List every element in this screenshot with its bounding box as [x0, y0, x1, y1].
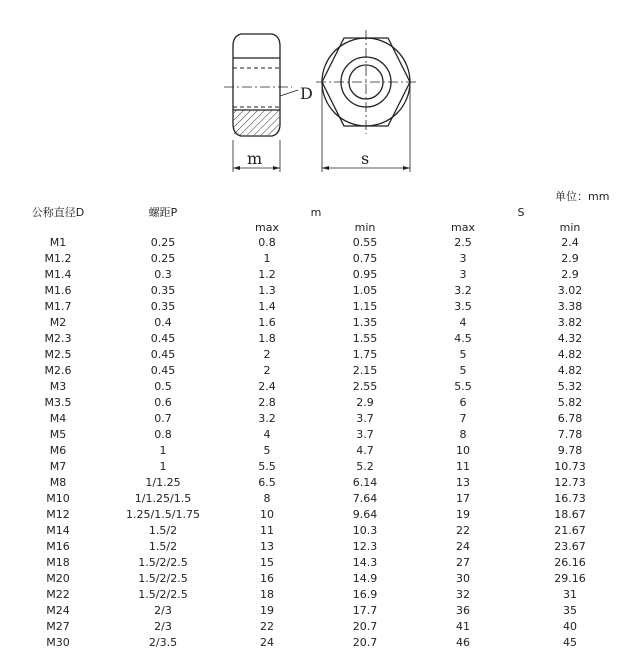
m-min-cell: 20.7 — [352, 620, 378, 633]
m-max-cell: 6.5 — [258, 476, 276, 489]
s-max-cell: 3.2 — [454, 284, 472, 297]
m-max-cell: 8 — [263, 492, 271, 505]
pitch-cell: 2/3 — [154, 620, 172, 633]
m-max-cell: 19 — [260, 604, 274, 617]
m-header: m — [310, 206, 322, 219]
m-min-cell: 2.9 — [356, 396, 374, 409]
s-max-cell: 24 — [456, 540, 470, 553]
s-min-cell: 21.67 — [554, 524, 586, 537]
m-min-cell: 17.7 — [352, 604, 378, 617]
pitch-cell: 1.25/1.5/1.75 — [126, 508, 200, 521]
s-min-header: min — [559, 221, 581, 234]
table-row — [8, 491, 628, 507]
s-min-cell: 16.73 — [554, 492, 586, 505]
table-row — [8, 331, 628, 347]
s-min-cell: 5.32 — [557, 380, 583, 393]
label-s: s — [361, 149, 370, 168]
pitch-cell: 0.6 — [154, 396, 172, 409]
nominal-cell: M16 — [46, 540, 70, 553]
m-min-cell: 5.2 — [356, 460, 374, 473]
m-max-cell: 5.5 — [258, 460, 276, 473]
s-min-cell: 3.38 — [557, 300, 583, 313]
nominal-cell: M2.3 — [44, 332, 72, 345]
nominal-cell: M20 — [46, 572, 70, 585]
pitch-cell: 1 — [159, 460, 167, 473]
m-max-cell: 10 — [260, 508, 274, 521]
s-max-cell: 3.5 — [454, 300, 472, 313]
table-row — [8, 459, 628, 475]
m-max-cell: 2 — [263, 348, 271, 361]
nominal-diameter-header: 公称直径D — [31, 206, 85, 219]
table-row — [8, 235, 628, 251]
table-row — [8, 619, 628, 635]
nominal-cell: M2.5 — [44, 348, 72, 361]
pitch-cell: 0.3 — [154, 268, 172, 281]
s-max-cell: 10 — [456, 444, 470, 457]
pitch-cell: 0.25 — [150, 236, 176, 249]
nominal-cell: M30 — [46, 636, 70, 649]
s-max-cell: 19 — [456, 508, 470, 521]
nominal-cell: M2 — [49, 316, 67, 329]
table-row — [8, 363, 628, 379]
s-min-cell: 40 — [563, 620, 577, 633]
nominal-cell: M24 — [46, 604, 70, 617]
s-min-cell: 45 — [563, 636, 577, 649]
nut-dimension-table — [8, 205, 628, 651]
s-max-cell: 4.5 — [454, 332, 472, 345]
s-min-cell: 31 — [563, 588, 577, 601]
m-min-cell: 10.3 — [352, 524, 378, 537]
pitch-cell: 2/3 — [154, 604, 172, 617]
pitch-cell: 1.5/2 — [148, 540, 178, 553]
m-min-cell: 3.7 — [356, 428, 374, 441]
table-row — [8, 635, 628, 651]
s-max-cell: 4 — [459, 316, 467, 329]
m-max-cell: 1.2 — [258, 268, 276, 281]
s-max-cell: 17 — [456, 492, 470, 505]
s-min-cell: 18.67 — [554, 508, 586, 521]
m-max-cell: 22 — [260, 620, 274, 633]
m-max-cell: 18 — [260, 588, 274, 601]
pitch-cell: 0.7 — [154, 412, 172, 425]
m-min-cell: 1.75 — [352, 348, 378, 361]
s-header: S — [517, 206, 525, 219]
s-min-cell: 35 — [563, 604, 577, 617]
nominal-cell: M1 — [49, 236, 67, 249]
nominal-cell: M14 — [46, 524, 70, 537]
pitch-cell: 1/1.25 — [145, 476, 181, 489]
pitch-cell: 0.45 — [150, 364, 176, 377]
s-max-cell: 41 — [456, 620, 470, 633]
pitch-header: 螺距P — [148, 206, 178, 219]
s-max-cell: 8 — [459, 428, 467, 441]
m-max-cell: 2 — [263, 364, 271, 377]
nominal-cell: M5 — [49, 428, 67, 441]
m-max-cell: 1.3 — [258, 284, 276, 297]
s-min-cell: 2.4 — [561, 236, 579, 249]
nominal-cell: M10 — [46, 492, 70, 505]
hex-nut-drawing — [0, 0, 636, 185]
s-min-cell: 7.78 — [557, 428, 583, 441]
s-max-cell: 3 — [459, 252, 467, 265]
table-row — [8, 267, 628, 283]
s-min-cell: 4.82 — [557, 364, 583, 377]
m-max-cell: 5 — [263, 444, 271, 457]
pitch-cell: 0.45 — [150, 332, 176, 345]
m-min-cell: 12.3 — [352, 540, 378, 553]
s-max-cell: 3 — [459, 268, 467, 281]
table-row — [8, 603, 628, 619]
pitch-cell: 2/3.5 — [148, 636, 178, 649]
m-min-cell: 2.15 — [352, 364, 378, 377]
table-row — [8, 395, 628, 411]
nominal-cell: M22 — [46, 588, 70, 601]
s-max-cell: 13 — [456, 476, 470, 489]
s-max-cell: 5 — [459, 364, 467, 377]
nominal-cell: M7 — [49, 460, 67, 473]
pitch-cell: 1.5/2/2.5 — [138, 572, 188, 585]
s-max-cell: 2.5 — [454, 236, 472, 249]
m-min-cell: 3.7 — [356, 412, 374, 425]
s-max-cell: 32 — [456, 588, 470, 601]
table-row — [8, 507, 628, 523]
s-min-cell: 3.02 — [557, 284, 583, 297]
m-max-cell: 11 — [260, 524, 274, 537]
s-min-cell: 29.16 — [554, 572, 586, 585]
pitch-cell: 1 — [159, 444, 167, 457]
m-max-cell: 3.2 — [258, 412, 276, 425]
m-min-cell: 1.05 — [352, 284, 378, 297]
m-max-cell: 15 — [260, 556, 274, 569]
nominal-cell: M18 — [46, 556, 70, 569]
s-max-cell: 11 — [456, 460, 470, 473]
nominal-cell: M27 — [46, 620, 70, 633]
s-min-cell: 10.73 — [554, 460, 586, 473]
table-row — [8, 251, 628, 267]
pitch-cell: 0.35 — [150, 300, 176, 313]
s-min-cell: 2.9 — [561, 252, 579, 265]
m-max-cell: 1 — [263, 252, 271, 265]
m-min-cell: 14.3 — [352, 556, 378, 569]
s-max-cell: 5.5 — [454, 380, 472, 393]
s-min-cell: 4.32 — [557, 332, 583, 345]
s-min-cell: 9.78 — [557, 444, 583, 457]
m-min-cell: 0.55 — [352, 236, 378, 249]
table-row — [8, 283, 628, 299]
s-min-cell: 3.82 — [557, 316, 583, 329]
table-row — [8, 347, 628, 363]
table-row — [8, 475, 628, 491]
nominal-cell: M8 — [49, 476, 67, 489]
s-max-cell: 7 — [459, 412, 467, 425]
pitch-cell: 0.45 — [150, 348, 176, 361]
m-min-cell: 0.75 — [352, 252, 378, 265]
m-min-cell: 6.14 — [352, 476, 378, 489]
m-min-cell: 1.35 — [352, 316, 378, 329]
table-row — [8, 299, 628, 315]
pitch-cell: 1.5/2 — [148, 524, 178, 537]
table-row — [8, 411, 628, 427]
m-max-cell: 0.8 — [258, 236, 276, 249]
m-min-cell: 16.9 — [352, 588, 378, 601]
s-max-cell: 6 — [459, 396, 467, 409]
table-row — [8, 379, 628, 395]
m-max-cell: 2.8 — [258, 396, 276, 409]
pitch-cell: 0.5 — [154, 380, 172, 393]
nominal-cell: M1.6 — [44, 284, 72, 297]
table-row — [8, 315, 628, 331]
nominal-cell: M6 — [49, 444, 67, 457]
m-max-cell: 24 — [260, 636, 274, 649]
m-min-cell: 2.55 — [352, 380, 378, 393]
m-min-cell: 0.95 — [352, 268, 378, 281]
m-max-cell: 13 — [260, 540, 274, 553]
m-max-cell: 2.4 — [258, 380, 276, 393]
table-row — [8, 427, 628, 443]
s-max-cell: 27 — [456, 556, 470, 569]
s-max-cell: 36 — [456, 604, 470, 617]
m-min-cell: 4.7 — [356, 444, 374, 457]
nominal-cell: M1.4 — [44, 268, 72, 281]
s-min-cell: 5.82 — [557, 396, 583, 409]
m-min-cell: 1.55 — [352, 332, 378, 345]
s-max-header: max — [451, 221, 475, 234]
nominal-cell: M2.6 — [44, 364, 72, 377]
m-max-header: max — [255, 221, 279, 234]
s-min-cell: 12.73 — [554, 476, 586, 489]
header-row-2 — [8, 221, 628, 235]
pitch-cell: 0.4 — [154, 316, 172, 329]
s-min-cell: 2.9 — [561, 268, 579, 281]
m-min-cell: 14.9 — [352, 572, 378, 585]
m-max-cell: 4 — [263, 428, 271, 441]
header-row-1 — [8, 205, 628, 221]
label-d: D — [300, 84, 313, 103]
s-max-cell: 5 — [459, 348, 467, 361]
table-row — [8, 571, 628, 587]
nominal-cell: M1.2 — [44, 252, 72, 265]
nominal-cell: M1.7 — [44, 300, 72, 313]
nominal-cell: M3 — [49, 380, 67, 393]
m-min-cell: 7.64 — [352, 492, 378, 505]
unit-label: 单位：mm — [555, 190, 610, 203]
pitch-cell: 1.5/2/2.5 — [138, 556, 188, 569]
nominal-cell: M3.5 — [44, 396, 72, 409]
nominal-cell: M12 — [46, 508, 70, 521]
s-max-cell: 30 — [456, 572, 470, 585]
m-max-cell: 1.8 — [258, 332, 276, 345]
s-max-cell: 22 — [456, 524, 470, 537]
pitch-cell: 0.8 — [154, 428, 172, 441]
m-min-cell: 20.7 — [352, 636, 378, 649]
m-max-cell: 16 — [260, 572, 274, 585]
m-min-header: min — [354, 221, 376, 234]
label-m: m — [247, 149, 263, 168]
s-min-cell: 6.78 — [557, 412, 583, 425]
m-max-cell: 1.6 — [258, 316, 276, 329]
pitch-cell: 1/1.25/1.5 — [134, 492, 192, 505]
m-min-cell: 1.15 — [352, 300, 378, 313]
m-min-cell: 9.64 — [352, 508, 378, 521]
nominal-cell: M4 — [49, 412, 67, 425]
s-max-cell: 46 — [456, 636, 470, 649]
table-row — [8, 443, 628, 459]
s-min-cell: 26.16 — [554, 556, 586, 569]
pitch-cell: 0.35 — [150, 284, 176, 297]
table-row — [8, 555, 628, 571]
pitch-cell: 0.25 — [150, 252, 176, 265]
s-min-cell: 23.67 — [554, 540, 586, 553]
table-row — [8, 523, 628, 539]
table-row — [8, 539, 628, 555]
pitch-cell: 1.5/2/2.5 — [138, 588, 188, 601]
table-row — [8, 587, 628, 603]
s-min-cell: 4.82 — [557, 348, 583, 361]
m-max-cell: 1.4 — [258, 300, 276, 313]
